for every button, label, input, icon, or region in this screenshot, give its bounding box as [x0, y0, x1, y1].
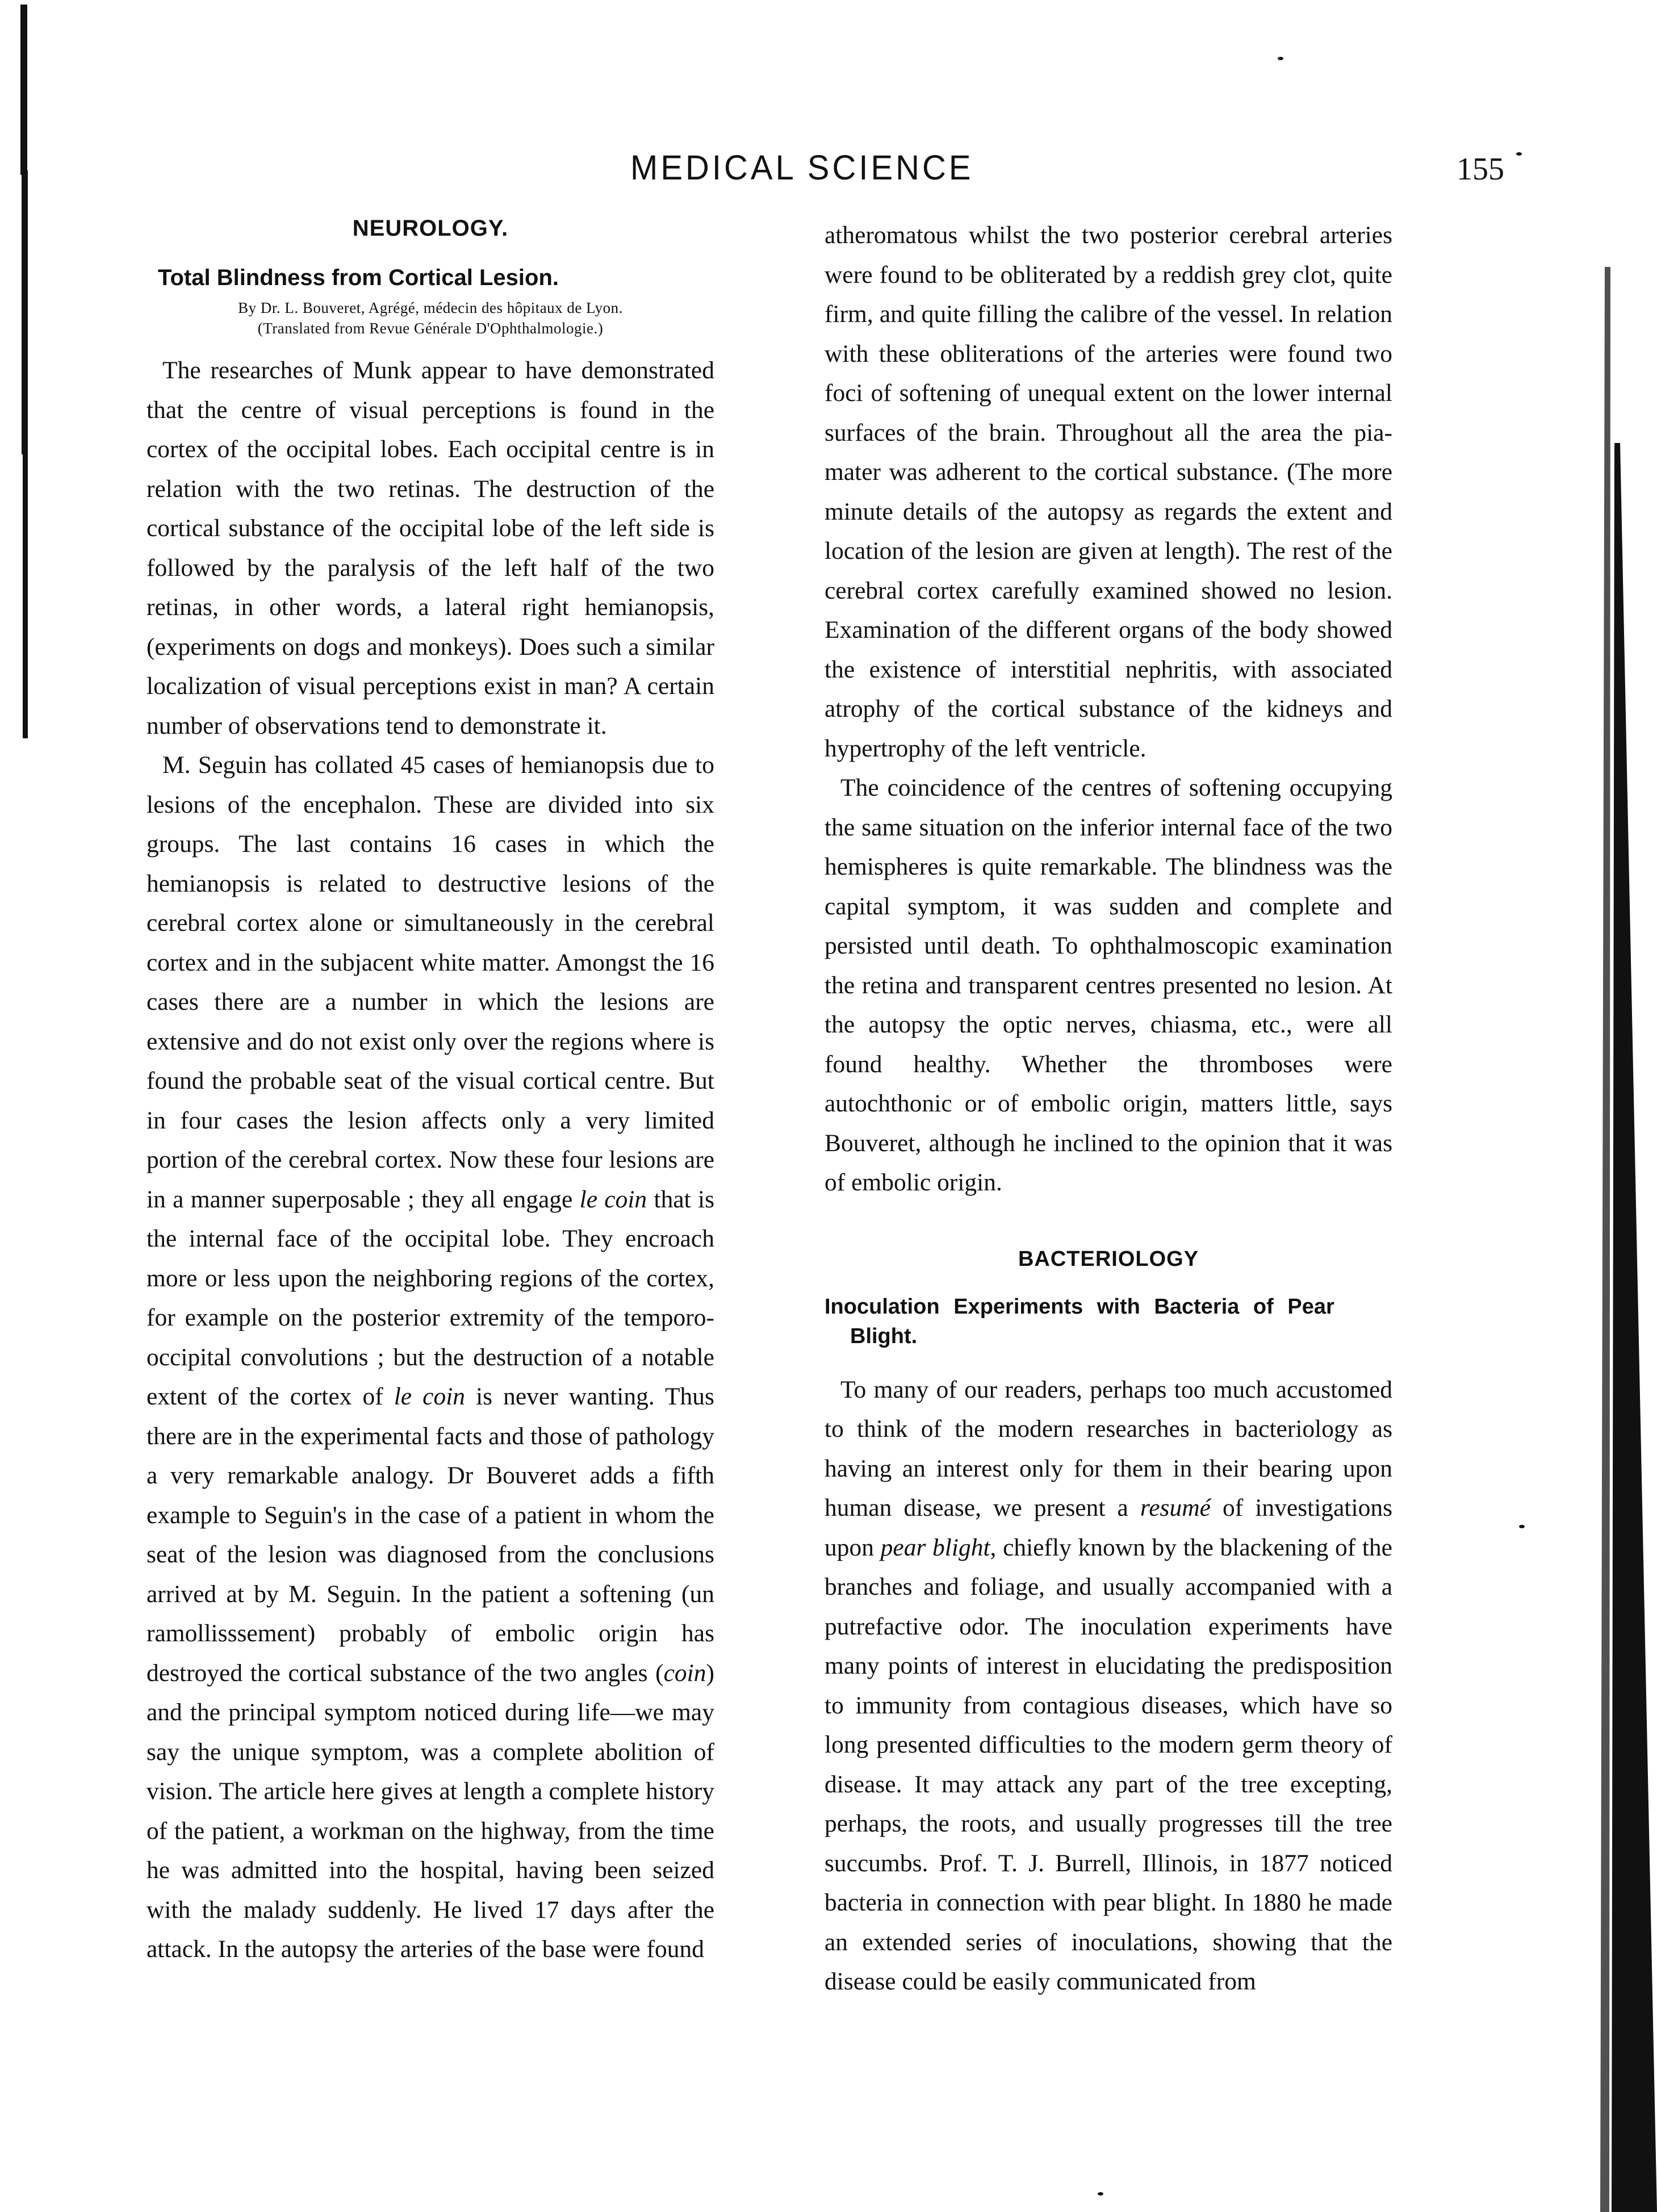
- italic-term: le coin: [394, 1383, 466, 1410]
- paragraph-text: ) and the principal symptom noticed during life—we may say the unique symptom, was a complete abolition of vision. The article here gives at length a complete history of the patient, a workman on the highway, from the time he was admitted into the hospital, having been seized with the malady suddenly. He lived 17 days after the attack. In the autopsy the arteries of the base were found: [147, 1659, 714, 1963]
- binding-shadow-left: [20, 5, 27, 175]
- paragraph-text: of investigations upon: [825, 1494, 1392, 1561]
- italic-term: coin: [663, 1659, 706, 1687]
- article-title-line: Inoculation Experiments with Bacteria of Pear: [825, 1294, 1334, 1319]
- article-title-line: Blight.: [850, 1324, 918, 1348]
- binding-shadow-left: [23, 454, 28, 738]
- scan-speck: [1519, 1525, 1525, 1528]
- paragraph: The researches of Munk appear to have demonstrated that the centre of visual perceptions is found in the cortex of the occipital lobes. Each occipital centre is in relation with the two retinas. The destruction of the cortical substance of the occipital lobe of the left side is followed by the paralysis of the left half of the two retinas, in other words, a lateral right hemianopsis, (experiments on dogs and monkeys). Does such a similar localization of visual perceptions exist in man? A certain number of observations tend to demonstrate it.: [147, 357, 714, 739]
- binding-shadow-right: [1572, 0, 1657, 2212]
- paragraph: atheromatous whilst the two posterior cerebral arteries were found to be obliterated by a reddish grey clot, quite firm, and quite filling the calibre of the vessel. In relation with these obliterations of the arteries were found two foci of softening of unequal extent on the lower internal surfaces of the brain. Throughout all the area the pia-mater was adherent to the cortical substance. (The more minute details of the autopsy as regards the extent and location of the lesion are given at length). The rest of the cerebral cortex carefully examined showed no lesion. Examination of the different organs of the body showed the existence of interstitial nephritis, with associated atrophy of the cortical substance of the kidneys and hypertrophy of the left ventricle.: [825, 221, 1392, 762]
- paragraph: [825, 1370, 1392, 2002]
- paragraph-text: M. Seguin has collated 45 cases of hemianopsis due to lesions of the encephalon. These are divided into six groups. The last contains 16 cases in which the hemianopsis is related to destructive lesions of the cerebral cortex alone or simultaneously in the cerebral cortex and in the subjacent white matter. Amongst the 16 cases there are a number in which the lesions are extensive and do not exist only over the regions where is found the probable seat of the visual cortical centre. But in four cases the lesion affects only a very limited portion of the cerebral cortex. Now these four lesions are in a manner superposable ; they all engage: [147, 751, 714, 1213]
- scan-speck: [1278, 57, 1283, 60]
- scan-speck: [1516, 152, 1522, 156]
- scan-speck: [1098, 2192, 1103, 2196]
- right-column: [825, 216, 1392, 2002]
- paragraph: [147, 746, 714, 1970]
- page-number: 155: [1457, 152, 1504, 187]
- article-title: Total Blindness from Cortical Lesion.: [158, 265, 559, 290]
- binding-shadow-left: [22, 170, 28, 454]
- italic-term: pear blight: [880, 1533, 990, 1561]
- paragraph-text: is never wanting. Thus there are in the experimental facts and those of pathology a very remarkable analogy. Dr Bouveret adds a fifth example to Seguin's in the case of a patient in whom the seat of the lesion was diagnosed from the conclusions arrived at by M. Seguin. In the patient a softening (un ramollisssement) probably of embolic origin has destroyed the cortical substance of the two angles (: [147, 1383, 714, 1687]
- translation-note: (Translated from Revue Générale D'Ophthalmologie.): [257, 320, 604, 337]
- article-title: [825, 1292, 1392, 1351]
- italic-term: le coin: [579, 1185, 647, 1213]
- paragraph: The coincidence of the centres of softening occupying the same situation on the inferior internal face of the two hemispheres is quite remarkable. The blindness was the capital symptom, it was sudden and complete and persisted until death. To ophthalmoscopic examination the retina and transparent centres presented no lesion. At the autopsy the optic nerves, chiasma, etc., were all found healthy. Whether the thromboses were autochthonic or of embolic origin, matters little, says Bouveret, although he inclined to the opinion that it was of embolic origin.: [825, 774, 1392, 1196]
- left-column: [147, 216, 714, 1970]
- running-head: MEDICAL SCIENCE: [630, 148, 974, 187]
- italic-term: resumé: [1140, 1494, 1211, 1521]
- paragraph-text: that is the internal face of the occipital lobe. They encroach more or less upon the neighboring regions of the cortex, for example on the posterior extremity of the temporo-occipital convolutions ; but the destruction of a notable extent of the cortex of: [147, 1185, 715, 1410]
- paragraph-text: To many of our readers, perhaps too much accustomed to think of the modern researches in bacteriology as having an interest only for them in their bearing upon human disease, we present a: [825, 1375, 1392, 1521]
- section-heading-neurology: NEUROLOGY.: [352, 216, 509, 241]
- author-byline: By Dr. L. Bouveret, Agrégé, médecin des hôpitaux de Lyon.: [238, 299, 623, 316]
- section-heading-bacteriology: BACTERIOLOGY: [1018, 1247, 1199, 1271]
- paragraph-text: , chiefly known by the blackening of the branches and foliage, and usually accompanied with a putrefactive odor. The inoculation experiments have many points of interest in elucidating the predisposition to immunity from contagious diseases, which have so long presented difficulties to the modern germ theory of disease. It may attack any part of the tree excepting, perhaps, the roots, and usually progresses till the tree succumbs. Prof. T. J. Burrell, Illinois, in 1877 noticed bacteria in connection with pear blight. In 1880 he made an extended series of inoculations, showing that the disease could be easily communicated from: [825, 1533, 1392, 1995]
